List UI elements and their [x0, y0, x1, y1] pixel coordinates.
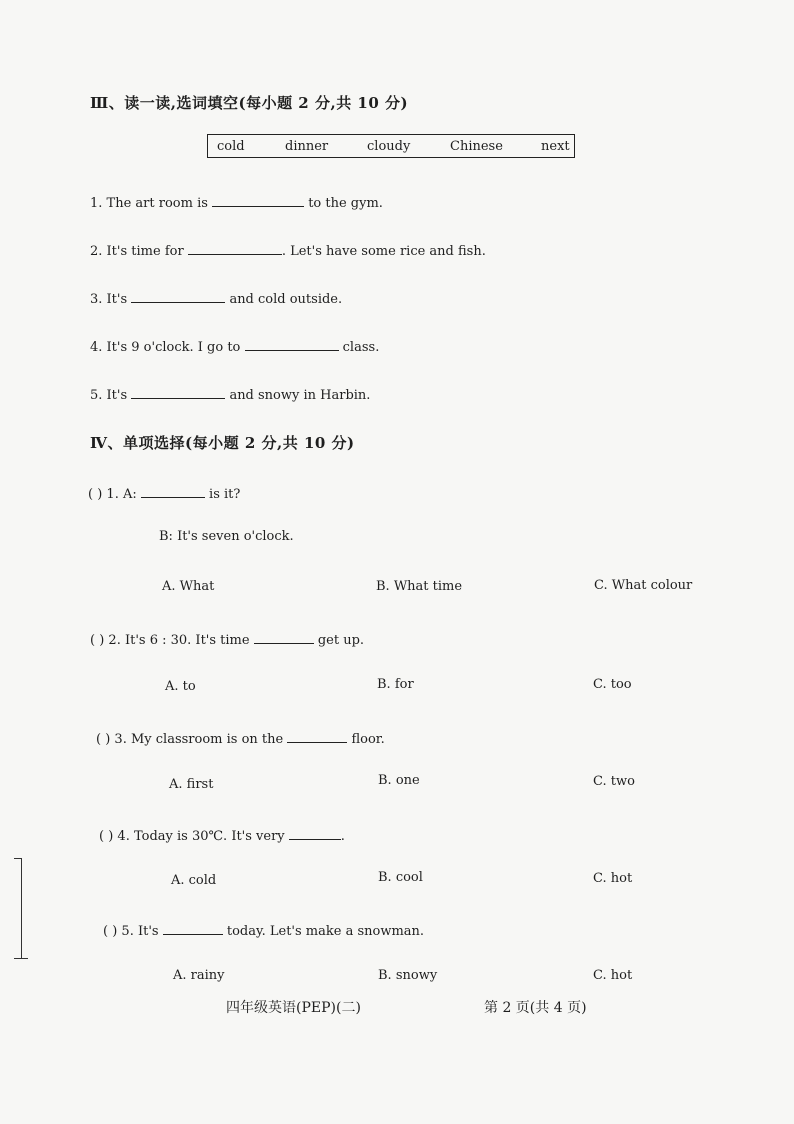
answer-blank[interactable] [212, 192, 304, 207]
question-5 [103, 920, 424, 939]
option-b: B. one [378, 773, 420, 788]
word-bank-item: dinner [285, 139, 329, 154]
item-number: 3. [90, 292, 103, 307]
option-b: B. snowy [378, 968, 438, 983]
footer-page-number: 第 2 页(共 4 页) [484, 1000, 587, 1016]
fill-item-2 [90, 240, 486, 259]
question-1 [88, 483, 240, 502]
item-number: 2. [90, 244, 103, 259]
option-a: A. to [165, 679, 196, 694]
item-number: 5. [90, 388, 103, 403]
item-text: It's [106, 292, 128, 307]
item-text: The art room is [106, 196, 208, 211]
option-c: C. What colour [594, 578, 693, 593]
answer-blank[interactable] [287, 728, 347, 743]
word-bank-item: Chinese [450, 139, 503, 154]
word-bank-item: cloudy [367, 139, 411, 154]
option-b: B. for [377, 677, 414, 692]
question-number: 4. [117, 829, 130, 844]
binding-line [21, 858, 22, 958]
option-a: A. What [162, 579, 215, 594]
option-c: C. hot [593, 968, 633, 983]
question-2 [90, 629, 364, 648]
fill-item-3 [90, 288, 342, 307]
item-text: It's time for [106, 244, 184, 259]
answer-paren[interactable]: ( ) [96, 732, 111, 747]
question-text: get up. [317, 633, 365, 648]
answer-blank[interactable] [141, 483, 205, 498]
answer-blank[interactable] [131, 288, 225, 303]
item-text: It's [106, 388, 128, 403]
question-text: floor. [351, 732, 385, 747]
question-number: 3. [114, 732, 127, 747]
option-c: C. too [593, 677, 632, 692]
question-text: It's [137, 924, 159, 939]
question-number: 1. [106, 487, 119, 502]
item-text: class. [342, 340, 380, 355]
answer-blank[interactable] [163, 920, 223, 935]
question-number: 5. [121, 924, 134, 939]
answer-paren[interactable]: ( ) [103, 924, 118, 939]
option-c: C. two [593, 774, 635, 789]
option-a: A. cold [171, 873, 217, 888]
answer-blank[interactable] [254, 629, 314, 644]
item-number: 4. [90, 340, 103, 355]
option-a: A. first [169, 777, 214, 792]
word-bank-item: cold [217, 139, 245, 154]
option-c: C. hot [593, 871, 633, 886]
word-bank-item: next [541, 139, 570, 154]
question-text: It's 6 : 30. It's time [124, 633, 250, 648]
item-text: and snowy in Harbin. [229, 388, 371, 403]
item-text: to the gym. [308, 196, 383, 211]
question-3 [96, 728, 385, 747]
item-text: It's 9 o'clock. I go to [106, 340, 241, 355]
option-a: A. rainy [173, 968, 225, 983]
question-text: A: [122, 487, 137, 502]
answer-paren[interactable]: ( ) [90, 633, 105, 648]
option-b: B. What time [376, 579, 463, 594]
answer-blank[interactable] [131, 384, 225, 399]
option-b: B. cool [378, 870, 423, 885]
question-1-dialogue: B: It's seven o'clock. [159, 529, 294, 544]
answer-paren[interactable]: ( ) [99, 829, 114, 844]
fill-item-5 [90, 384, 370, 403]
question-text: My classroom is on the [130, 732, 284, 747]
item-text: and cold outside. [229, 292, 343, 307]
question-text: Today is 30℃. It's very [133, 829, 285, 844]
word-bank [207, 134, 575, 158]
item-text: . Let's have some rice and fish. [281, 244, 486, 259]
item-number: 1. [90, 196, 103, 211]
section-3-heading: Ⅲ、读一读,选词填空(每小题 2 分,共 10 分) [90, 94, 409, 112]
answer-blank[interactable] [188, 240, 282, 255]
question-text: . [340, 829, 345, 844]
section-4-heading: Ⅳ、单项选择(每小题 2 分,共 10 分) [90, 434, 355, 452]
answer-blank[interactable] [245, 336, 339, 351]
footer-subject: 四年级英语(PEP)(二) [226, 1000, 361, 1016]
question-number: 2. [108, 633, 121, 648]
question-4 [99, 825, 345, 844]
question-text: today. Let's make a snowman. [226, 924, 425, 939]
fill-item-4 [90, 336, 379, 355]
answer-blank[interactable] [289, 825, 341, 840]
fill-item-1 [90, 192, 383, 211]
binding-mark [14, 958, 28, 959]
question-text: is it? [209, 487, 241, 502]
answer-paren[interactable]: ( ) [88, 487, 103, 502]
